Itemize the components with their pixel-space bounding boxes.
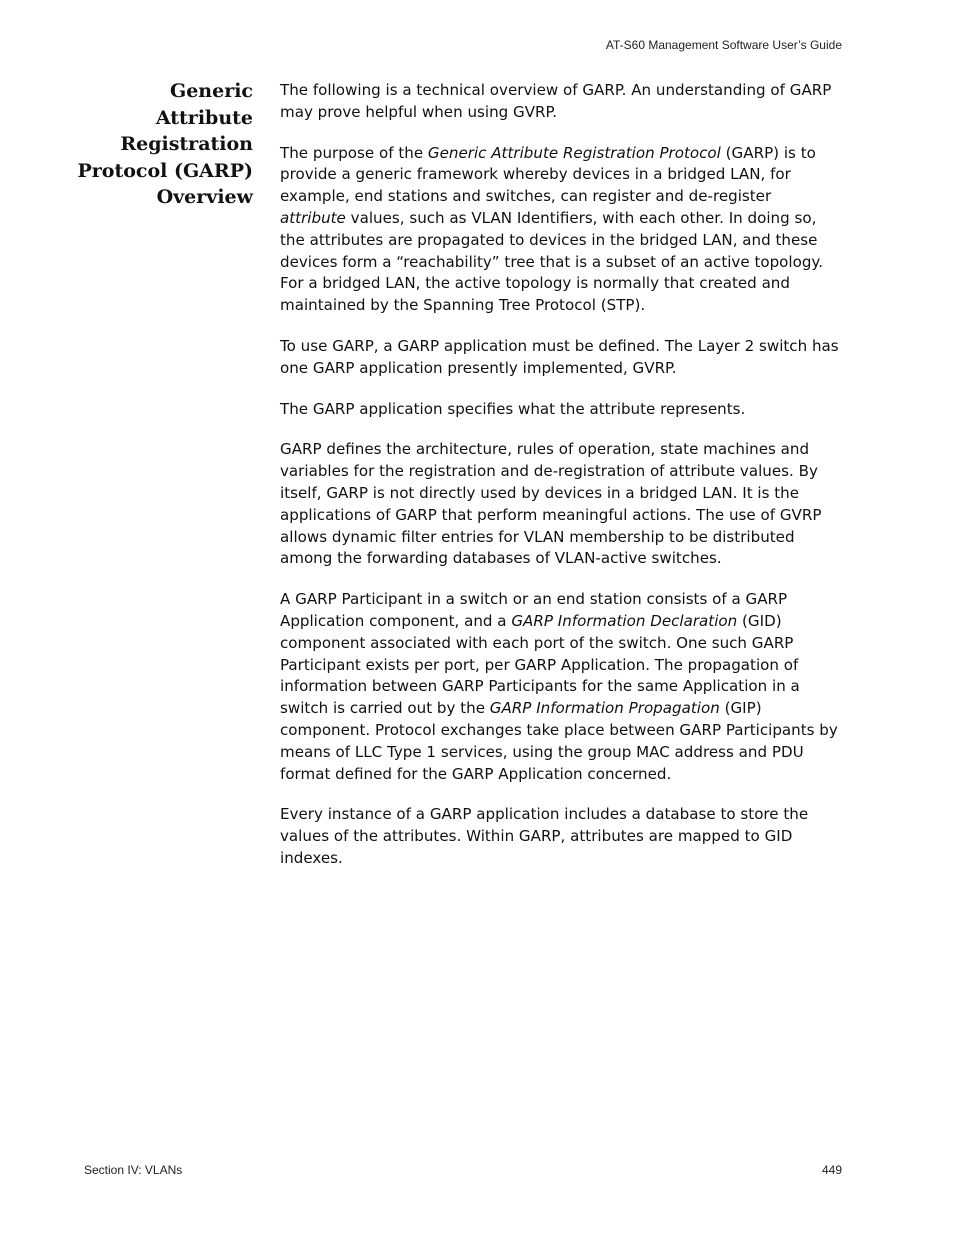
section-heading-line: Generic — [169, 80, 253, 102]
term-italic: GARP Information Declaration — [511, 611, 738, 630]
section-heading — [60, 78, 253, 211]
paragraph-purpose — [280, 143, 840, 317]
section-heading-line: Protocol (GARP) — [77, 159, 253, 182]
body-text — [280, 80, 840, 889]
footer-section-label: Section IV: VLANs — [84, 1163, 183, 1177]
section-heading-line: Attribute — [155, 106, 253, 129]
paragraph-text: (GID) component associated with each port of the switch. One such GARP Participant exists per port, per GARP Application. The propagation of information between GARP Participants for the same Application in a switch is carried out by the — [280, 611, 800, 718]
paragraph-text: The purpose of the — [280, 143, 428, 162]
term-italic: Generic Attribute Registration Protocol — [427, 143, 721, 162]
paragraph-text: (GIP) component. Protocol exchanges take place between GARP Participants by means of LLC Type 1 services, using the group MAC address and PDU format defined for the GARP Application concerned. — [280, 699, 838, 783]
paragraph-participant — [280, 589, 840, 785]
section-heading-line: Overview — [156, 186, 253, 208]
paragraph-text: A GARP Participant in a switch or an end station consists of a GARP Application component, and a — [280, 590, 788, 630]
paragraph-intro: The following is a technical overview of GARP. An understanding of GARP may prove helpful when using GVRP. — [280, 81, 832, 121]
footer-page-number: 449 — [821, 1163, 842, 1177]
term-italic: attribute — [280, 208, 346, 227]
paragraph-text: values, such as VLAN Identifiers, with each other. In doing so, the attributes are propagated to devices in the bridged LAN, and these devices form a “reachability” tree that is a subset of an active topology. For a bridged LAN, the active topology is normally that created and maintained by the Spanning Tree Protocol (STP). — [280, 208, 824, 315]
paragraph-database: Every instance of a GARP application includes a database to store the values of the attributes. Within GARP, attributes are mapped to GID indexes. — [280, 805, 809, 867]
paragraph-application: To use GARP, a GARP application must be defined. The Layer 2 switch has one GARP application presently implemented, GVRP. — [280, 336, 839, 377]
paragraph-architecture: GARP defines the architecture, rules of operation, state machines and variables for the registration and de-registration of attribute values. By itself, GARP is not directly used by devices in a bridged LAN. It is the applications of GARP that perform meaningful actions. The use of GVRP allows dynamic filter entries for VLAN membership to be distributed among the forwarding databases of VLAN-active switches. — [280, 440, 822, 568]
paragraph-attribute: The GARP application specifies what the attribute represents. — [280, 399, 746, 418]
section-heading-line: Registration — [120, 133, 253, 155]
term-italic: GARP Information Propagation — [489, 699, 720, 718]
paragraph-text: (GARP) is to provide a generic framework whereby devices in a bridged LAN, for example, end stations and switches, can register and de-register — [280, 143, 816, 206]
running-header: AT-S60 Management Software User’s Guide — [605, 38, 842, 52]
